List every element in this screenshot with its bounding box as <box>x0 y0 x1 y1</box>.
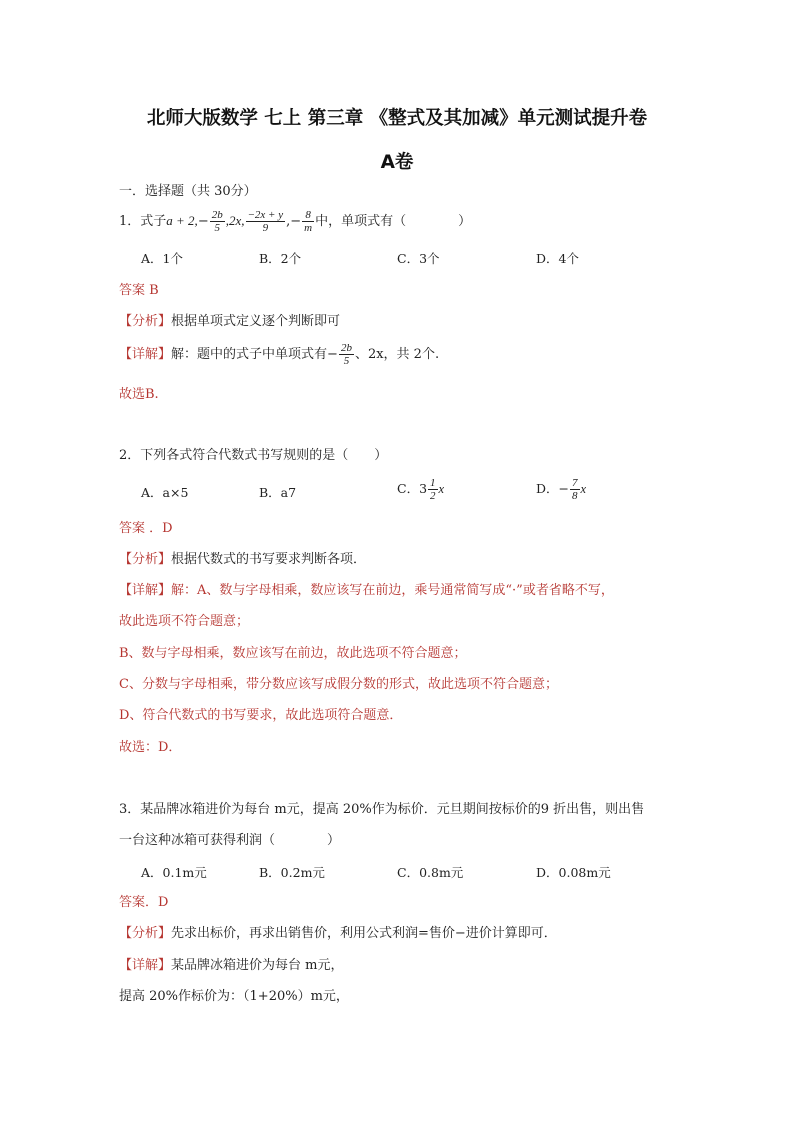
q2-conclusion: 故选：D． <box>119 740 182 755</box>
q3-detail-2: 提高 20%作标价为：（1+20%）m元， <box>119 989 349 1004</box>
q3-option-b: B．0.2m元 <box>259 865 325 880</box>
q2-answer: 答案 ．D <box>119 521 173 536</box>
q3-detail-1: 【详解】某品牌冰箱进价为每台 m元， <box>119 958 344 973</box>
q1-frac-1: $\frac{2b}{5}$ <box>211 209 223 234</box>
q2-detail-4: C、分数与字母相乘，带分数应该写成假分数的形式，故此选项不符合题意； <box>119 677 558 692</box>
question-3-stem-2: 一台这种冰箱可获得利润（ ） <box>119 833 341 848</box>
q1-expr-a: a + 2, <box>166 213 198 228</box>
document-title: 北师大版数学 七上 第三章 《整式及其加减》单元测试提升卷 <box>146 108 648 129</box>
q2-option-c: C．3 $\frac{1}{2}$ x <box>397 477 445 502</box>
q3-analysis: 【分析】先求出标价，再求出销售价，利用公式利润=售价−进价计算即可． <box>119 926 557 941</box>
q2-detail-2: 故此选项不符合题意； <box>119 614 250 629</box>
q2-detail-1: 【详解】解：A、数与字母相乘，数应该写在前边，乘号通常简写成“·”或者省略不写， <box>119 583 614 598</box>
q1-detail-frac: $\frac{2b}{5}$ <box>340 342 352 367</box>
document-subtitle: A卷 <box>380 152 414 173</box>
q2-analysis: 【分析】根据代数式的书写要求判断各项． <box>119 552 367 567</box>
q2-detail-3: B、数与字母相乘，数应该写在前边，故此选项不符合题意； <box>119 646 467 661</box>
q1-frac-2: $\frac{-2x + y}{9}$ <box>247 209 284 234</box>
q1-option-c: C．3个 <box>397 251 440 266</box>
q1-conclusion: 故选B. <box>119 387 159 402</box>
section-heading: 一．选择题（共 30分） <box>119 184 257 199</box>
question-3-stem-1: 3．某品牌冰箱进价为每台 m元，提高 20%作为标价．元旦期间按标价的9 折出售，则出售 <box>119 802 645 817</box>
q1-option-d: D．4个 <box>536 251 579 266</box>
q3-option-c: C．0.8m元 <box>397 865 464 880</box>
q2-option-b: B．a7 <box>259 485 297 500</box>
question-1-stem: 1．式子a + 2,− $\frac{2b}{5}$ ,2x, $\frac{-2x + y}{9}$ ,− $\frac{8}{m}$ 中，单项式有（ ） <box>119 209 472 234</box>
q1-prefix: 1．式子 <box>119 214 167 229</box>
q2-option-d: D．− $\frac{7}{8}$ x <box>536 477 587 502</box>
q1-detail: 【详解】解：题中的式子中单项式有− $\frac{2b}{5}$ 、2x，共 2个. <box>119 342 440 367</box>
q2-option-a: A．a×5 <box>141 485 189 500</box>
q1-frac-3: $\frac{8}{m}$ <box>304 209 313 234</box>
q1-expr-b: ,2x, <box>225 213 245 228</box>
q2-detail-5: D、符合代数式的书写要求，故此选项符合题意． <box>119 708 403 723</box>
q1-suffix: 中，单项式有（ ） <box>315 214 472 229</box>
q1-option-a: A．1个 <box>141 251 183 266</box>
q1-answer: 答案 B <box>119 283 159 298</box>
q3-option-a: A．0.1m元 <box>141 865 207 880</box>
q3-answer: 答案．D <box>119 895 169 910</box>
question-2-stem: 2．下列各式符合代数式书写规则的是（ ） <box>119 448 388 463</box>
q1-option-b: B．2个 <box>259 251 302 266</box>
q3-option-d: D．0.08m元 <box>536 865 611 880</box>
q1-analysis: 【分析】根据单项式定义逐个判断即可 <box>119 314 341 329</box>
